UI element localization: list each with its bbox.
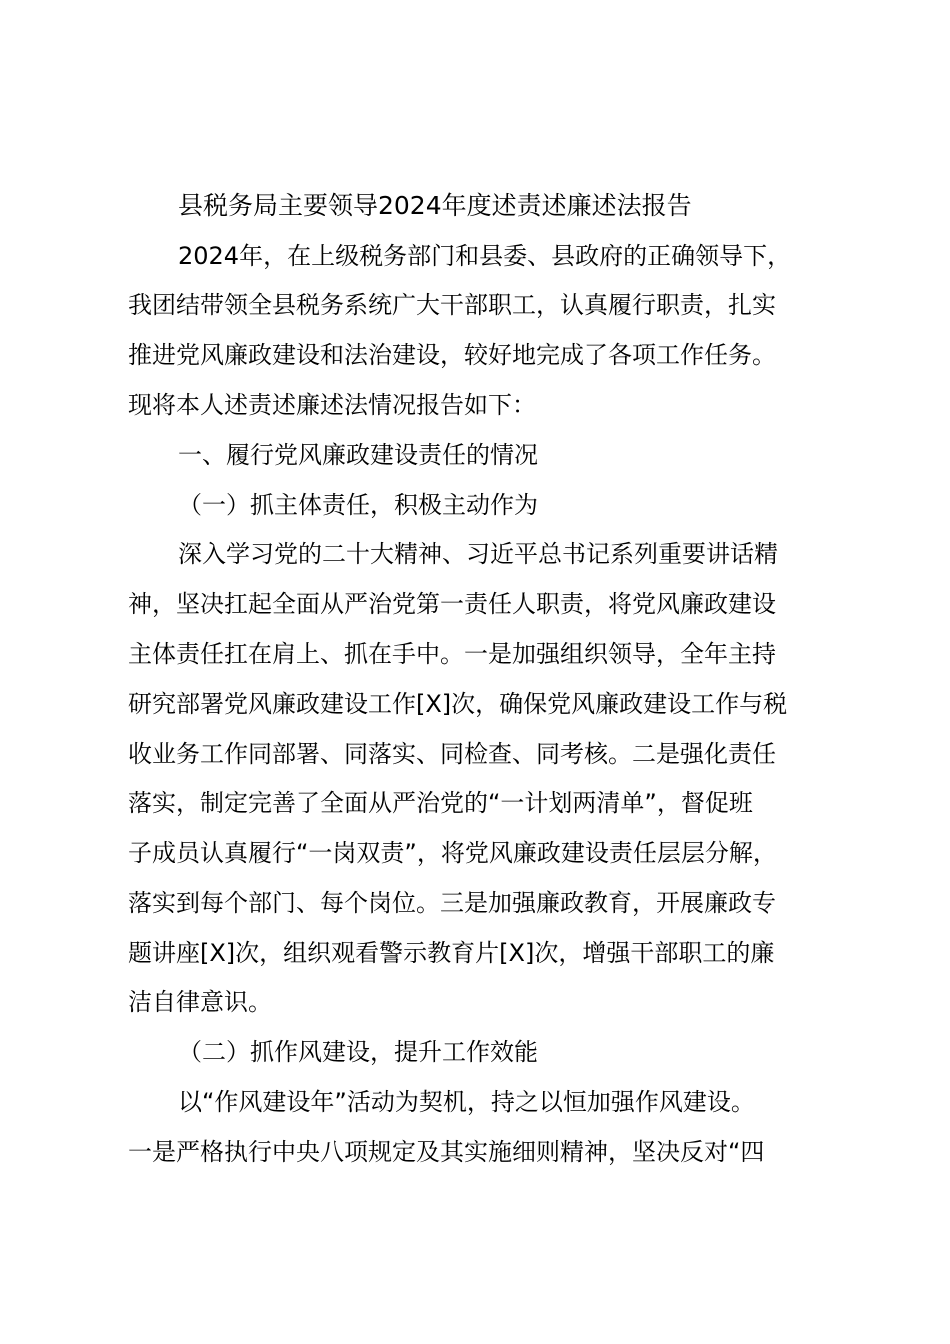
subsection-heading: （二）抓作风建设，提升工作效能	[178, 1038, 538, 1066]
paragraph-line: 现将本人述责述廉述法情况报告如下：	[128, 391, 536, 419]
paragraph-line: 题讲座[X]次，组织观看警示教育片[X]次，增强干部职工的廉	[128, 939, 775, 967]
subsection-heading: （一）抓主体责任，积极主动作为	[178, 491, 538, 519]
paragraph-line: 深入学习党的二十大精神、习近平总书记系列重要讲话精	[178, 540, 778, 568]
section-heading: 一、履行党风廉政建设责任的情况	[178, 441, 538, 469]
paragraph-line: 收业务工作同部署、同落实、同检查、同考核。二是强化责任	[128, 740, 776, 768]
paragraph-line: 推进党风廉政建设和法治建设，较好地完成了各项工作任务。	[128, 341, 776, 369]
paragraph-line: 神，坚决扛起全面从严治党第一责任人职责，将党风廉政建设	[128, 590, 776, 618]
paragraph-line: 研究部署党风廉政建设工作[X]次，确保党风廉政建设工作与税	[128, 690, 788, 718]
paragraph-line: 子成员认真履行“一岗双责”，将党风廉政建设责任层层分解，	[128, 839, 777, 867]
paragraph-line: 洁自律意识。	[128, 988, 272, 1016]
paragraph-line: 我团结带领全县税务系统广大干部职工，认真履行职责，扎实	[128, 291, 776, 319]
document-title: 县税务局主要领导2024年度述责述廉述法报告	[178, 191, 692, 220]
paragraph-line: 以“作风建设年”活动为契机，持之以恒加强作风建设。	[178, 1088, 755, 1116]
paragraph-line: 落实到每个部门、每个岗位。三是加强廉政教育，开展廉政专	[128, 889, 776, 917]
paragraph-line: 2024年，在上级税务部门和县委、县政府的正确领导下，	[178, 242, 792, 270]
paragraph-line: 一是严格执行中央八项规定及其实施细则精神，坚决反对“四	[128, 1138, 765, 1166]
paragraph-line: 落实，制定完善了全面从严治党的“一计划两清单”，督促班	[128, 789, 753, 817]
paragraph-line: 主体责任扛在肩上、抓在手中。一是加强组织领导，全年主持	[128, 640, 776, 668]
